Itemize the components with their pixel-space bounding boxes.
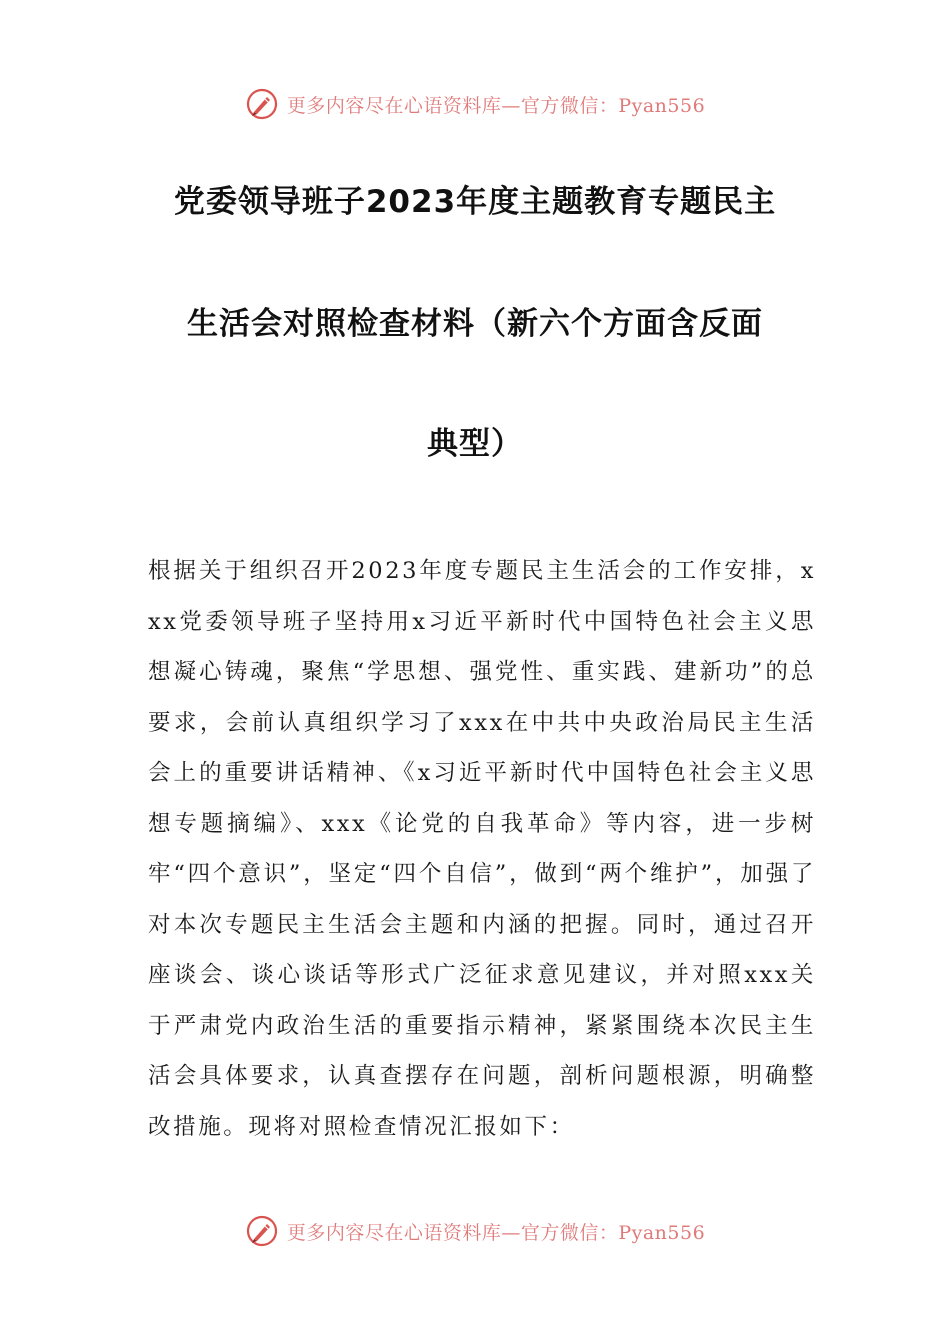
document-title-line-2: 生活会对照检查材料（新六个方面含反面: [187, 306, 763, 342]
watermark-header: [0, 84, 950, 124]
watermark-text: 更多内容尽在心语资料库—官方微信：Pyan556: [286, 94, 706, 117]
document-title-line-1: 党委领导班子2023年度主题教育专题民主: [173, 184, 777, 220]
watermark-footer: [0, 1211, 950, 1251]
pen-logo-icon: [245, 87, 279, 121]
body-paragraph: 根据关于组织召开2023年度专题民主生活会的工作安排，xxx党委领导班子坚持用x习近平新时代中国特色社会主义思想凝心铸魂，聚焦“学思想、强党性、重实践、建新功”的总要求，会前认真组织学习了xxx在中共中央政治局民主生活会上的重要讲话精神、《x习近平新时代中国特色社会主义思想专题摘编》、xxx《论党的自我革命》等内容，进一步树牢“四个意识”，坚定“四个自信”，做到“两个维护”，加强了对本次专题民主生活会主题和内涵的把握。同时，通过召开座谈会、谈心谈话等形式广泛征求意见建议，并对照xxx关于严肃党内政治生活的重要指示精神，紧紧围绕本次民主生活会具体要求，认真查摆存在问题，剖析问题根源，明确整改措施。现将对照检查情况汇报如下：: [148, 558, 816, 1140]
watermark-text: 更多内容尽在心语资料库—官方微信：Pyan556: [286, 1221, 706, 1244]
pen-logo-icon: [245, 1214, 279, 1248]
document-title-line-3: 典型）: [427, 426, 523, 462]
